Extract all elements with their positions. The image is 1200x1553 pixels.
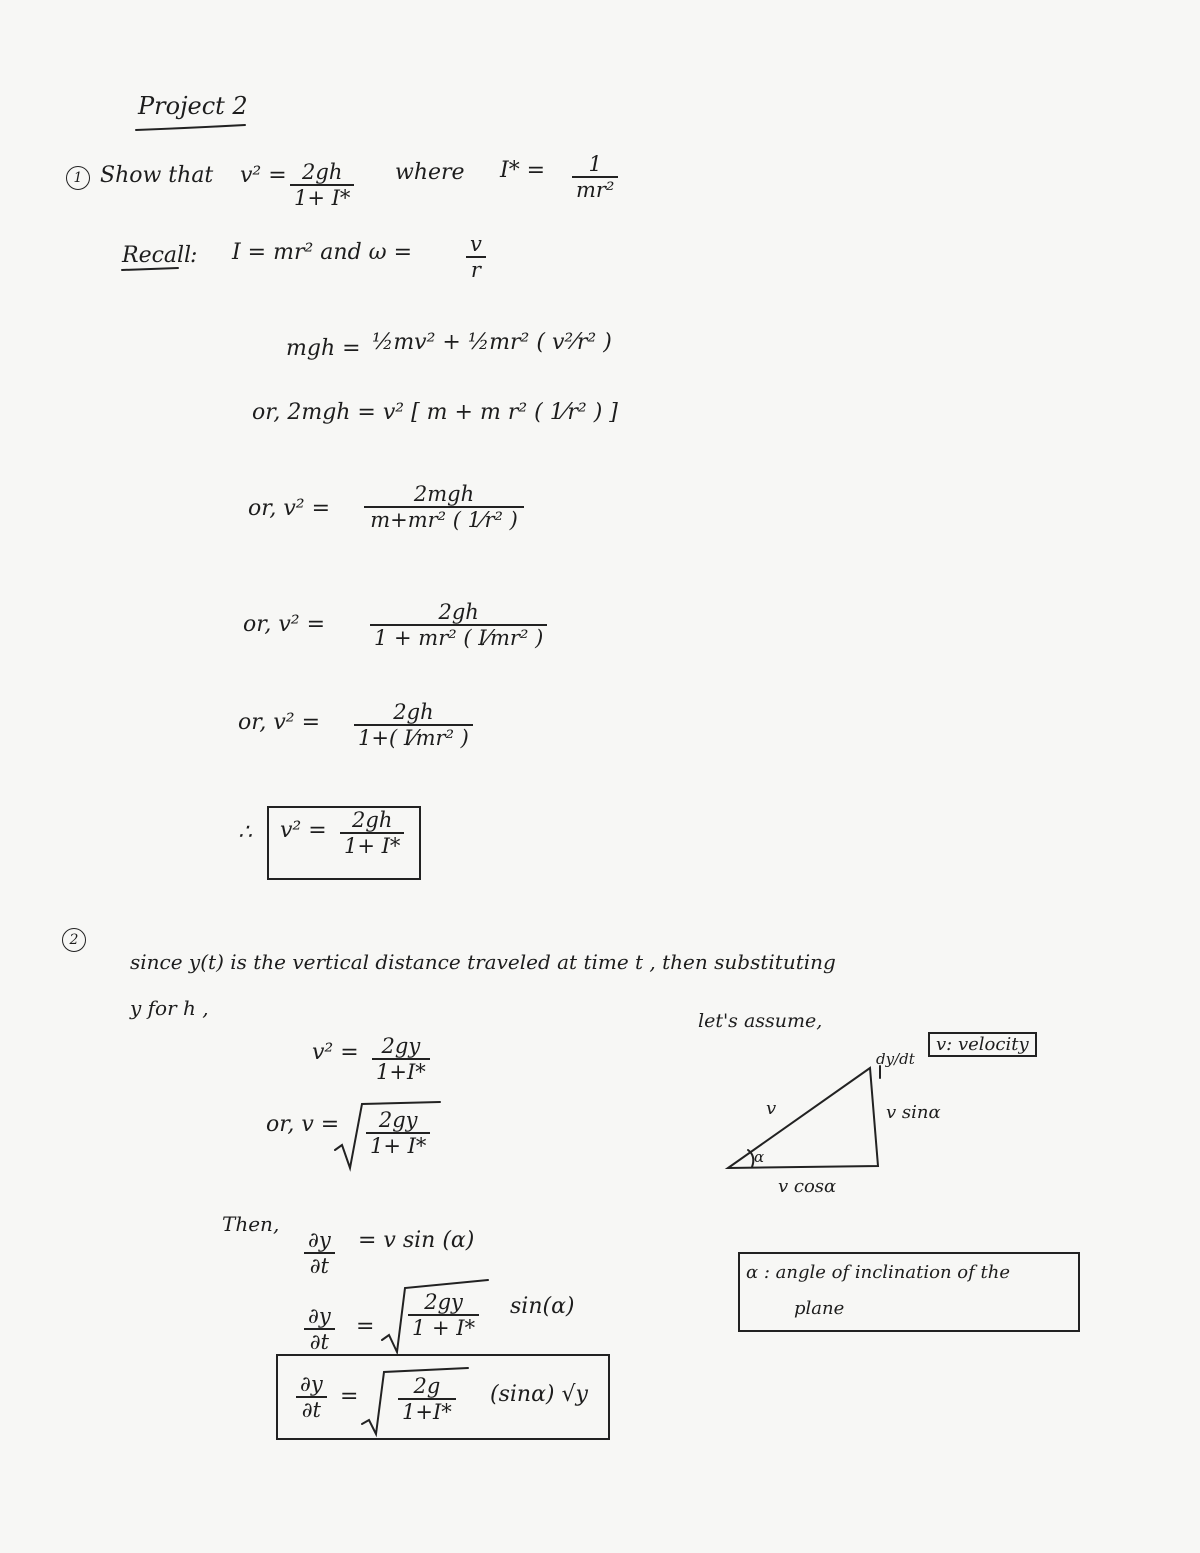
step6-den: 1+ I*	[344, 834, 401, 858]
q1-istar: I* =	[500, 158, 546, 183]
q2-eq1-fraction	[372, 1034, 430, 1084]
page-title: Project 2	[138, 92, 248, 120]
deriv3-num: ∂y	[296, 1372, 327, 1398]
step4-lhs: or, v² =	[243, 612, 326, 637]
q2-eq2-lhs: or, v =	[266, 1112, 340, 1137]
deriv2-fraction	[408, 1290, 479, 1340]
deriv1-rhs: = v sin (α)	[358, 1228, 475, 1253]
step5-fraction	[354, 700, 473, 750]
step4-num: 2gh	[370, 600, 547, 626]
q2-eq2-den: 1+ I*	[370, 1134, 427, 1158]
deriv3-den: ∂t	[301, 1398, 322, 1422]
q2-eq1-lhs: v² =	[312, 1040, 359, 1065]
omega-fraction	[466, 232, 486, 282]
q2-line1: since y(t) is the vertical distance traveled at time t , then substituting	[130, 950, 836, 974]
recall-label: Recall	[122, 243, 192, 268]
deriv3-fraction	[398, 1374, 456, 1424]
step2: or, 2mgh = v² [ m + m r² ( 1⁄r² ) ]	[252, 400, 618, 425]
angle-arc	[748, 1150, 753, 1167]
step5-den: 1+( I⁄mr² )	[358, 726, 469, 750]
q2-eq1-den: 1+I*	[376, 1060, 426, 1084]
diagram-dydt: dy/dt	[876, 1050, 915, 1068]
step3-fraction	[364, 482, 524, 532]
q2-then: Then,	[222, 1212, 280, 1236]
deriv3-frac-num: 2g	[398, 1374, 456, 1400]
step3-lhs: or, v² =	[248, 496, 331, 521]
question-marker-2: 2	[62, 928, 86, 952]
deriv2-den: ∂t	[309, 1330, 330, 1354]
deriv2-lhs	[304, 1304, 335, 1354]
deriv3-tail: (sinα) √y	[490, 1382, 588, 1407]
deriv3-frac-den: 1+I*	[402, 1400, 452, 1424]
q2-eq1-num: 2gy	[372, 1034, 430, 1060]
step3-den: m+mr² ( 1⁄r² )	[370, 508, 518, 532]
q1-frac-den: 1+ I*	[294, 186, 351, 210]
deriv3-eq: =	[340, 1384, 359, 1409]
q1-istar-fraction	[572, 152, 618, 202]
omega-num: v	[466, 232, 486, 258]
step5-num: 2gh	[354, 700, 473, 726]
incline-triangle	[728, 1068, 878, 1168]
q1-v2: v² =	[240, 163, 287, 188]
diagram-hyp-label: v	[766, 1098, 777, 1119]
deriv2-tail: sin(α)	[510, 1294, 575, 1319]
q1-show-text: Show that	[100, 163, 214, 188]
q2-line2: y for h ,	[130, 996, 209, 1020]
deriv1-lhs	[304, 1228, 335, 1278]
q1-frac-num: 2gh	[290, 160, 354, 186]
step5-lhs: or, v² =	[238, 710, 321, 735]
diagram-velocity-note: v: velocity	[928, 1032, 1037, 1057]
diagram-horiz-label: v cosα	[778, 1176, 837, 1197]
deriv2-frac-den: 1 + I*	[412, 1316, 476, 1340]
recall-text: I = mr² and ω =	[232, 240, 413, 265]
step3-num: 2mgh	[364, 482, 524, 508]
q1-where: where	[395, 160, 465, 185]
q1-istar-den: mr²	[576, 178, 615, 202]
q2-eq2-fraction	[366, 1108, 430, 1158]
title-underline	[136, 125, 245, 130]
step6-lhs: v² =	[280, 818, 327, 843]
deriv2-num: ∂y	[304, 1304, 335, 1330]
diagram-angle-label: α	[754, 1148, 765, 1166]
deriv3-lhs	[296, 1372, 327, 1422]
q1-istar-num: 1	[572, 152, 618, 178]
step6-num: 2gh	[340, 808, 404, 834]
step4-den: 1 + mr² ( I⁄mr² )	[374, 626, 544, 650]
step1-lhs: mgh =	[286, 336, 361, 361]
angle-note-line1: α : angle of inclination of the	[746, 1262, 1010, 1283]
recall-underline	[122, 268, 178, 270]
q1-fraction	[290, 160, 354, 210]
angle-note-line2: plane	[794, 1298, 845, 1319]
q2-assume: let's assume,	[698, 1010, 823, 1032]
recall-colon: :	[190, 243, 198, 268]
deriv2-eq: =	[356, 1314, 375, 1339]
question-marker-1: 1	[66, 166, 90, 190]
deriv1-num: ∂y	[304, 1228, 335, 1254]
deriv1-den: ∂t	[309, 1254, 330, 1278]
omega-den: r	[470, 258, 481, 282]
step4-fraction	[370, 600, 547, 650]
therefore-symbol: ∴	[238, 820, 252, 845]
step6-fraction	[340, 808, 404, 858]
q2-eq2-num: 2gy	[366, 1108, 430, 1134]
step1-rhs: ½mv² + ½mr² ( v²⁄r² )	[372, 330, 612, 355]
diagram-vert-label: v sinα	[886, 1102, 941, 1123]
deriv2-frac-num: 2gy	[408, 1290, 479, 1316]
